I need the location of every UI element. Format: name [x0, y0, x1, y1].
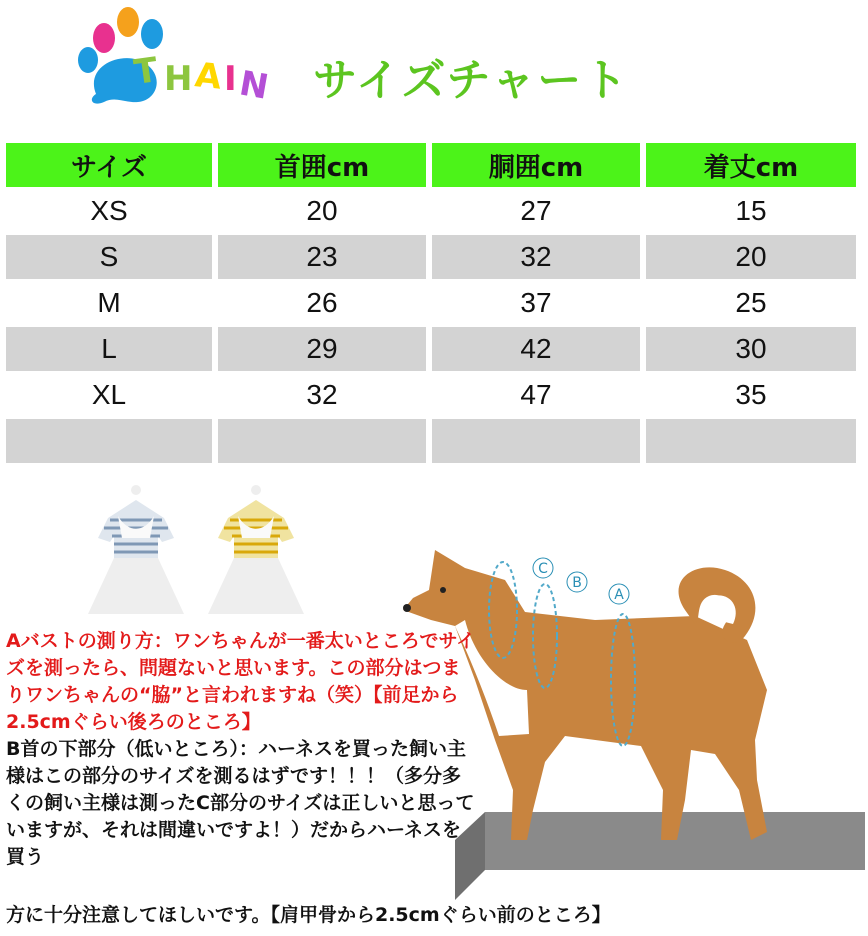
table-row — [6, 281, 856, 325]
length-cell — [646, 419, 856, 463]
length-cell: 15 — [735, 195, 767, 226]
svg-text:I: I — [224, 59, 237, 99]
header-chest: 胴囲cm — [432, 143, 640, 187]
size-cell: XS — [90, 195, 128, 226]
chest-cell: 37 — [520, 287, 552, 318]
table-row — [6, 373, 856, 417]
neck-cell: 29 — [218, 327, 426, 371]
chest-cell — [432, 419, 640, 463]
page-title: サイズチャート — [313, 55, 630, 106]
logo-letters — [132, 50, 272, 108]
neck-cell: 23 — [218, 235, 426, 279]
neck-cell: 32 — [306, 379, 338, 410]
chest-cell: 32 — [432, 235, 640, 279]
measurement-notes — [6, 628, 476, 871]
neck-cell — [218, 419, 426, 463]
label-a: A — [614, 587, 624, 603]
svg-text:A: A — [193, 55, 224, 98]
length-cell: 25 — [735, 287, 767, 318]
dress-yellow-image — [208, 485, 304, 614]
table-row — [6, 419, 856, 463]
length-cell: 35 — [735, 379, 767, 410]
neck-cell: 26 — [306, 287, 338, 318]
thain-logo — [66, 4, 276, 114]
svg-text:H: H — [164, 59, 193, 99]
length-cell: 20 — [646, 235, 856, 279]
chest-cell: 42 — [432, 327, 640, 371]
table-row — [6, 235, 856, 279]
dress-images — [88, 478, 318, 628]
note-b: B首の下部分（低いところ）：ハーネスを買った飼い主様はこの部分のサイズを測るはずです！！！（多分多くの飼い主様は測ったC部分のサイズは正しいと思っていますが、それは間違いですよ！）だからハーネスを買う — [6, 738, 475, 868]
size-cell: M — [97, 287, 121, 318]
table-header-row — [6, 143, 856, 187]
size-cell: S — [6, 235, 212, 279]
table-row — [6, 327, 856, 371]
svg-text:N: N — [236, 63, 272, 108]
svg-text:T: T — [131, 50, 161, 93]
size-cell: XL — [91, 379, 127, 410]
header-size: サイズ — [6, 143, 212, 187]
label-b: B — [572, 575, 582, 591]
header-length: 着丈cm — [646, 143, 856, 187]
dress-blue-image — [88, 485, 184, 614]
table-row — [6, 189, 856, 233]
header-neck: 首囲cm — [218, 143, 426, 187]
label-c: C — [538, 561, 548, 577]
neck-cell: 20 — [306, 195, 338, 226]
size-cell — [6, 419, 212, 463]
note-a: Aバストの測り方：ワンちゃんが一番太いところでサイズを測ったら、問題ないと思います。この部分はつまりワンちゃんの“脇”と言われますね（笑）【前足から2.5cmぐらい後ろのところ】 — [6, 630, 476, 733]
length-cell: 30 — [646, 327, 856, 371]
chest-cell: 47 — [520, 379, 552, 410]
chest-cell: 27 — [520, 195, 552, 226]
note-b-last-line: 方に十分注意してほしいです。【肩甲骨から2.5cmぐらい前のところ】 — [6, 904, 611, 926]
size-table — [6, 143, 856, 465]
size-cell: L — [6, 327, 212, 371]
